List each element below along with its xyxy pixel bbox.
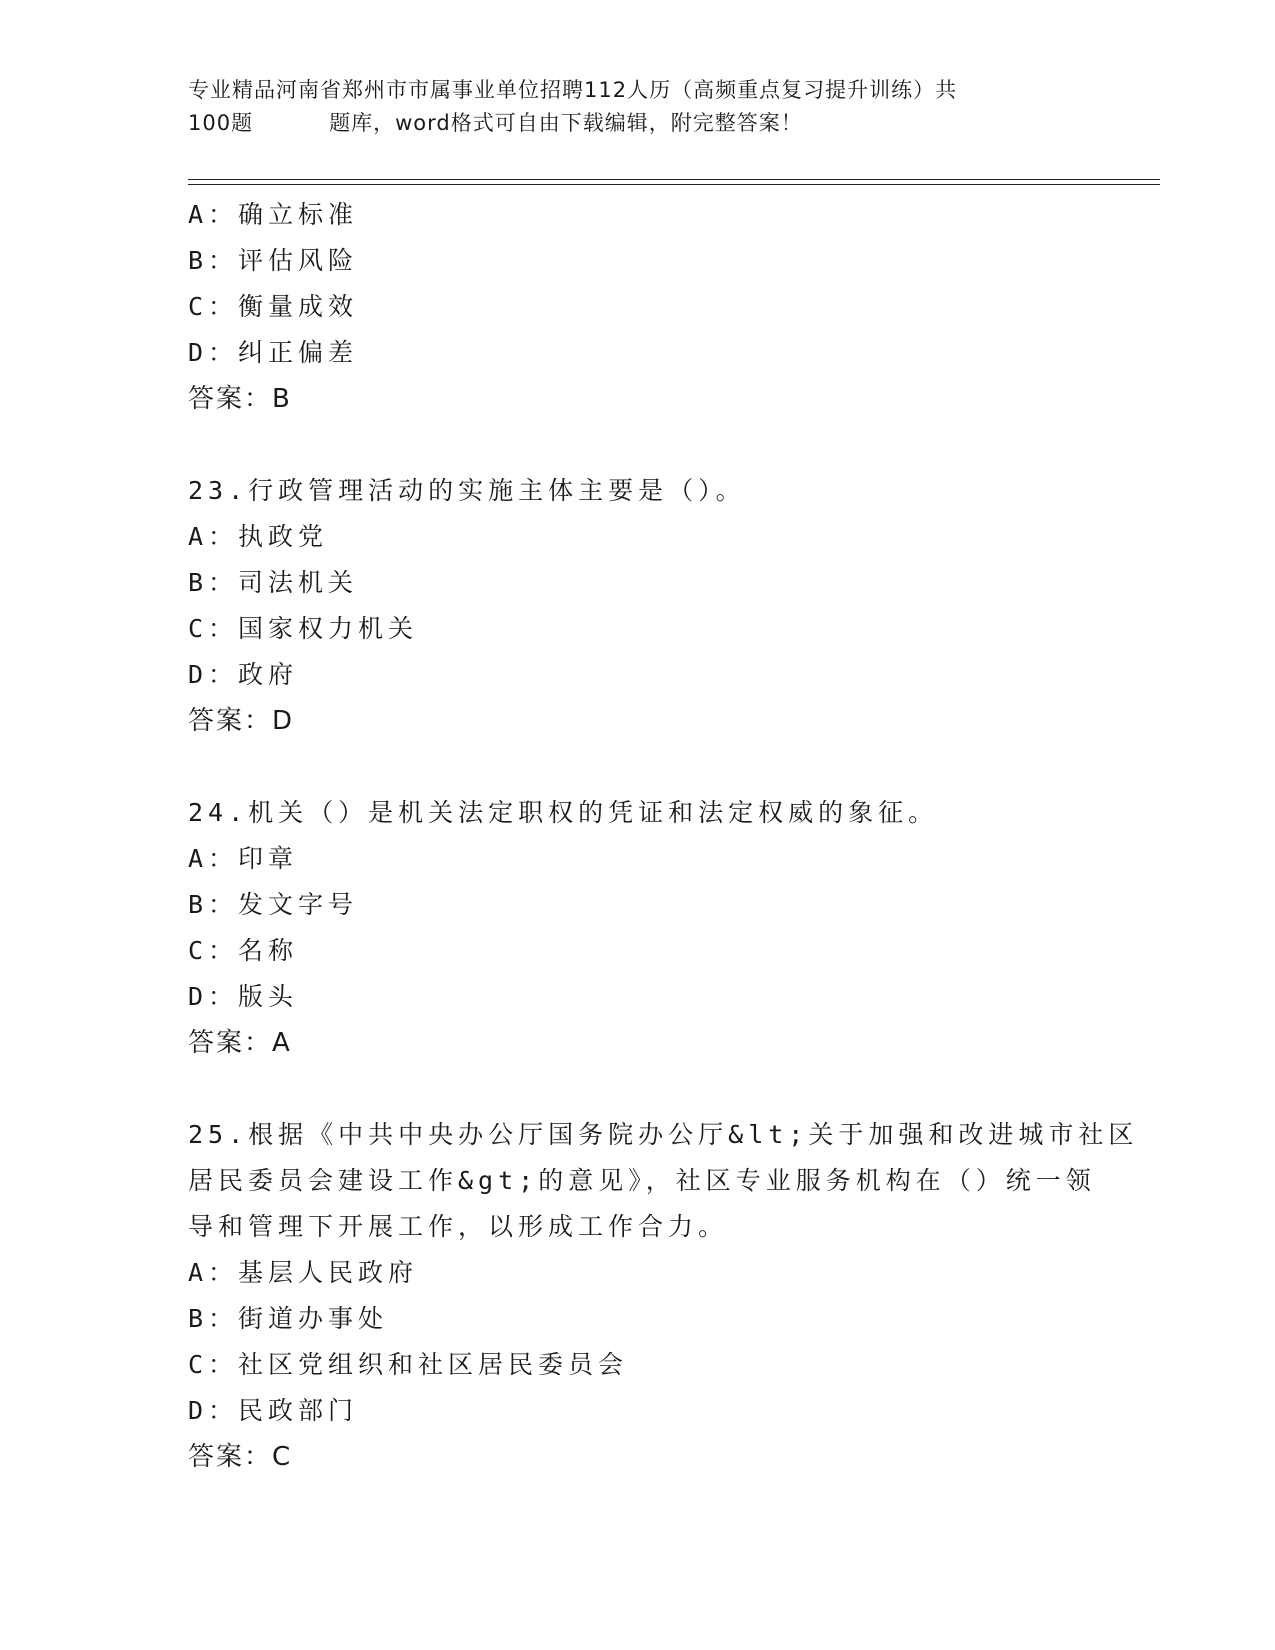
question-block-24 [188,790,1088,1066]
option-d: D：版头 [188,982,299,1011]
option-d: D：纠正偏差 [188,338,359,367]
option-d: D：民政部门 [188,1396,359,1425]
option-a: A：基层人民政府 [188,1258,419,1287]
option-b: B：发文字号 [188,890,359,919]
question-text: 23.行政管理活动的实施主体主要是（）。 [188,476,746,505]
option-d: D：政府 [188,660,299,689]
question-block-22 [188,192,1088,422]
header-line-2 [188,107,1088,140]
option-a: A：执政党 [188,522,329,551]
answer-line: 答案：D [188,706,295,736]
question-block-23 [188,468,1088,744]
question-text-line-2: 居民委员会建设工作&gt;的意见》，社区专业服务机构在（）统一领 [188,1166,1096,1195]
option-b: B：街道办事处 [188,1304,389,1333]
option-c: C：名称 [188,936,299,965]
option-b: B：司法机关 [188,568,359,597]
question-text-line-3: 导和管理下开展工作，以形成工作合力。 [188,1212,729,1241]
header-count: 100题 [188,111,254,135]
answer-line: 答案：B [188,384,292,414]
question-text-line-1: 25.根据《中共中央办公厅国务院办公厅&lt;关于加强和改进城市社区 [188,1120,1139,1149]
question-list [188,192,1139,1526]
option-a: A：印章 [188,844,299,873]
option-c: C：衡量成效 [188,292,359,321]
answer-line: 答案：C [188,1442,293,1472]
answer-line: 答案：A [188,1028,292,1058]
header-description: 题库，word格式可自由下载编辑，附完整答案！ [329,111,803,135]
option-c: C：社区党组织和社区居民委员会 [188,1350,629,1379]
option-c: C：国家权力机关 [188,614,419,643]
question-block-25 [188,1112,1139,1480]
question-text: 24.机关（）是机关法定职权的凭证和法定权威的象征。 [188,798,939,827]
document-header [188,74,1088,140]
header-divider-bottom [188,184,1160,185]
header-line-1: 专业精品河南省郑州市市属事业单位招聘112人历（高频重点复习提升训练）共 [188,78,958,102]
option-a: A：确立标准 [188,200,359,229]
header-divider-top [188,179,1160,180]
option-b: B：评估风险 [188,246,359,275]
